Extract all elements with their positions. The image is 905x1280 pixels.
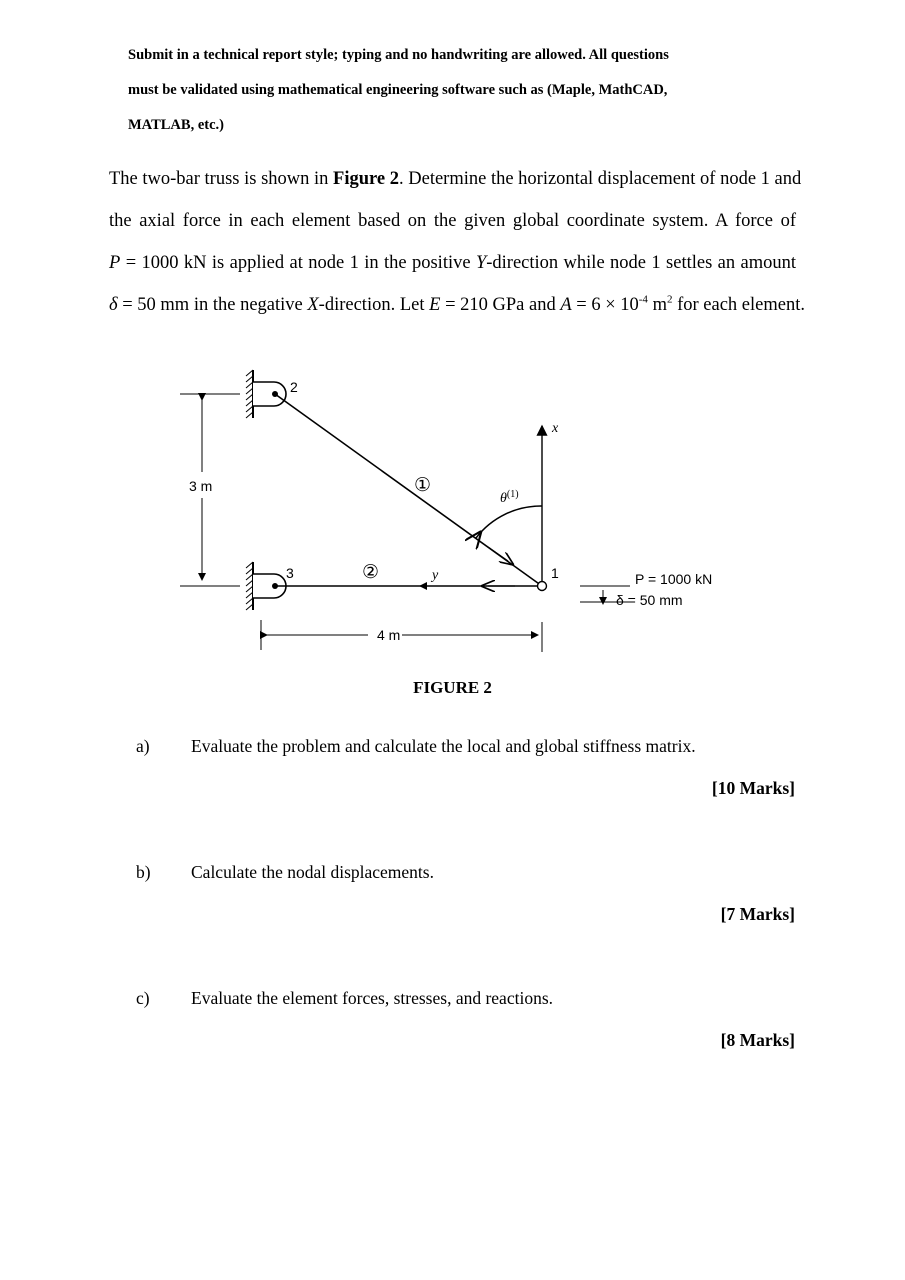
problem-line-1: [109, 158, 802, 200]
problem-text: = 6 × 10: [571, 295, 639, 315]
settlement-label: δ = 50 mm: [616, 592, 683, 608]
problem-text: = 50 mm in the negative: [117, 295, 308, 315]
instructions-line-2: must be validated using mathematical engineering software such as (Maple, MathCAD,: [128, 82, 668, 98]
symbol-delta: δ: [109, 295, 118, 315]
node-2-label: 2: [290, 379, 298, 395]
instructions-line-3: MATLAB, etc.): [128, 117, 224, 133]
figure-caption: FIGURE 2: [413, 678, 492, 697]
theta-superscript: (1): [506, 489, 519, 500]
question-c-marks: [8 Marks]: [720, 1030, 795, 1050]
theta-symbol: θ: [500, 491, 507, 506]
width-label: 4 m: [377, 627, 401, 643]
element-1-direction-arrow: [488, 547, 508, 561]
width-dimension: [261, 620, 542, 652]
node-1: [538, 582, 547, 591]
question-b-marks: [7 Marks]: [720, 904, 795, 924]
figure-reference: Figure 2: [333, 169, 399, 189]
problem-text: The two-bar truss is shown in: [109, 169, 334, 189]
symbol-y: Y: [475, 253, 487, 273]
symbol-x: X: [307, 295, 319, 315]
problem-statement: [109, 158, 805, 326]
problem-text: . Determine the horizontal displacement of node 1 and: [399, 169, 802, 189]
load-label: P = 1000 kN: [635, 571, 713, 587]
element-2-label: ②: [362, 562, 380, 583]
axis-y-label: y: [432, 568, 439, 583]
element-1-label: ①: [414, 475, 432, 496]
problem-line-2: the axial force in each element based on the given global coordinate system. A force of: [109, 211, 796, 231]
instructions-line-1: Submit in a technical report style; typing and no handwriting are allowed. All questions: [128, 47, 669, 63]
exponent: 2: [666, 293, 673, 306]
support-node-2: [246, 370, 286, 418]
symbol-p: P: [109, 253, 121, 273]
problem-text: -direction. Let: [318, 295, 430, 315]
node-3-label: 3: [286, 565, 294, 581]
theta-arc: [476, 506, 542, 538]
height-label: 3 m: [189, 478, 213, 494]
problem-line-3: [109, 242, 796, 284]
node-1-label: 1: [551, 565, 559, 581]
symbol-a: A: [560, 295, 572, 315]
symbol-e: E: [429, 295, 441, 315]
truss-diagram: [170, 360, 770, 660]
truss-figure: [170, 360, 770, 660]
question-c-text: Evaluate the element forces, stresses, and reactions.: [191, 988, 554, 1008]
problem-text: = 1000 kN is applied at node 1 in the positive: [120, 253, 476, 273]
question-b-text: Calculate the nodal displacements.: [191, 862, 434, 882]
question-b-letter: b): [136, 862, 151, 882]
question-a-marks: [10 Marks]: [711, 778, 795, 798]
instructions: [128, 38, 748, 143]
question-a-text: Evaluate the problem and calculate the local and global stiffness matrix.: [191, 736, 696, 756]
problem-text: m: [647, 295, 667, 315]
theta-label: [500, 489, 519, 506]
problem-text: for each element.: [672, 295, 805, 315]
exponent: -4: [638, 293, 648, 306]
problem-line-4: [109, 284, 805, 326]
question-a-letter: a): [136, 736, 150, 756]
problem-text: = 210 GPa and: [440, 295, 561, 315]
question-c-letter: c): [136, 988, 150, 1008]
problem-text: -direction while node 1 settles an amount: [486, 253, 797, 273]
axis-x-label: x: [552, 421, 559, 436]
